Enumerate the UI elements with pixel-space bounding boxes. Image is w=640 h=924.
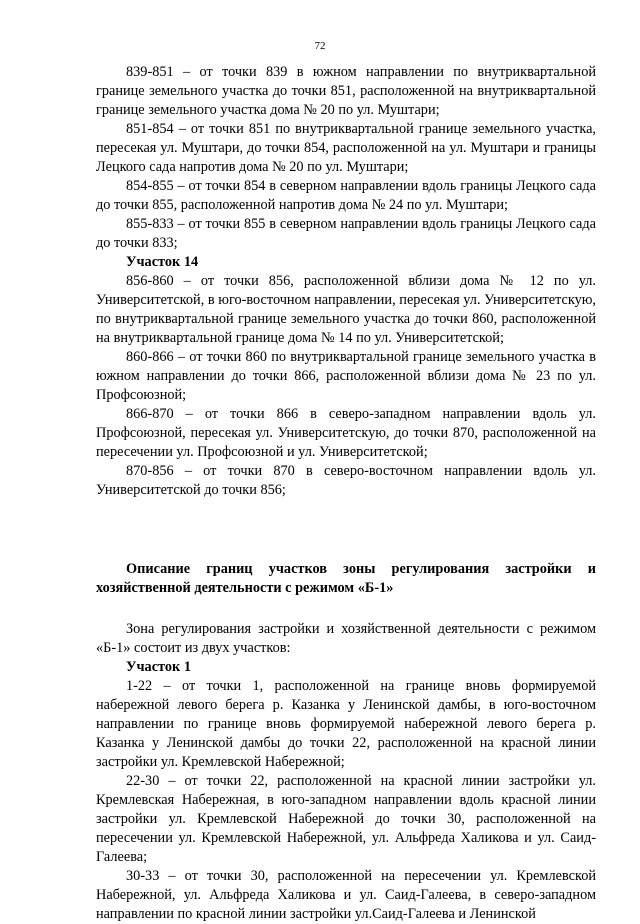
boundary-item: 870-856 – от точки 870 в северо-восточном направлении вдоль ул. Университетской до точки 856;: [96, 463, 596, 498]
boundary-item: 851-854 – от точки 851 по внутриквартальной границе земельного участка, пересекая ул. Муштари, до точки 854, расположенной на ул. Муштари и границы Лецкого сада напротив дома № 20 по ул. Муштари;: [96, 121, 596, 175]
section-title: Описание границ участков зоны регулирования застройки и хозяйственной деятельности с режимом «Б-1»: [96, 561, 596, 596]
boundary-item: 30-33 – от точки 30, расположенной на пересечении ул. Кремлевской Набережной, ул. Альфреда Халикова и ул. Саид-Галеева, в северо-западном направлении по красной линии застройки ул.Саид-Галеева и Ленинской: [96, 868, 596, 922]
document-body: [96, 63, 596, 924]
page-number: 72: [314, 40, 326, 52]
boundary-item: 866-870 – от точки 866 в северо-западном направлении вдоль ул. Профсоюзной, пересекая ул. Университетскую, до точки 870, расположенной на пересечении ул. Профсоюзной и ул. Университетской;: [96, 406, 596, 460]
plot-heading: Участок 1: [126, 659, 191, 675]
boundary-item: 1-22 – от точки 1, расположенной на границе вновь формируемой набережной левого берега р. Казанка у Ленинской дамбы, в юго-восточном направлении по границе вновь формируемой набережной левого берега р. Казанка у Ленинской дамбы до точки 22, расположенной на красной линии застройки ул. Кремлевской Набережной;: [96, 678, 596, 770]
boundary-item: 854-855 – от точки 854 в северном направлении вдоль границы Лецкого сада до точки 855, расположенной напротив дома № 24 по ул. Муштари;: [96, 178, 596, 213]
boundary-item: 855-833 – от точки 855 в северном направлении вдоль границы Лецкого сада до точки 833;: [96, 216, 596, 251]
boundary-item: 860-866 – от точки 860 по внутриквартальной границе земельного участка в южном направлении до точки 866, расположенной вблизи дома № 23 по ул. Профсоюзной;: [96, 349, 596, 403]
boundary-item: 22-30 – от точки 22, расположенной на красной линии застройки ул. Кремлевская Набережная, в юго-западном направлении вдоль красной линии застройки ул. Кремлевской Набережной до точки 30, расположенной на пересечении ул. Кремлевской Набережной, ул. Альфреда Халикова и ул. Саид-Галеева;: [96, 773, 596, 865]
section-intro: Зона регулирования застройки и хозяйственной деятельности с режимом «Б-1» состоит из двух участков:: [96, 621, 596, 656]
boundary-item: 856-860 – от точки 856, расположенной вблизи дома № 12 по ул. Университетской, в юго-восточном направлении, пересекая ул. Университетскую, по внутриквартальной границе земельного участка до точки 860, расположенной на внутриквартальной границе дома № 14 по ул. Университетской;: [96, 273, 596, 346]
plot-heading: Участок 14: [126, 254, 199, 270]
boundary-item: 839-851 – от точки 839 в южном направлении по внутриквартальной границе земельного участка до точки 851, расположенной на внутриквартальной границе земельного участка дома № 20 по ул. Муштари;: [96, 64, 596, 118]
